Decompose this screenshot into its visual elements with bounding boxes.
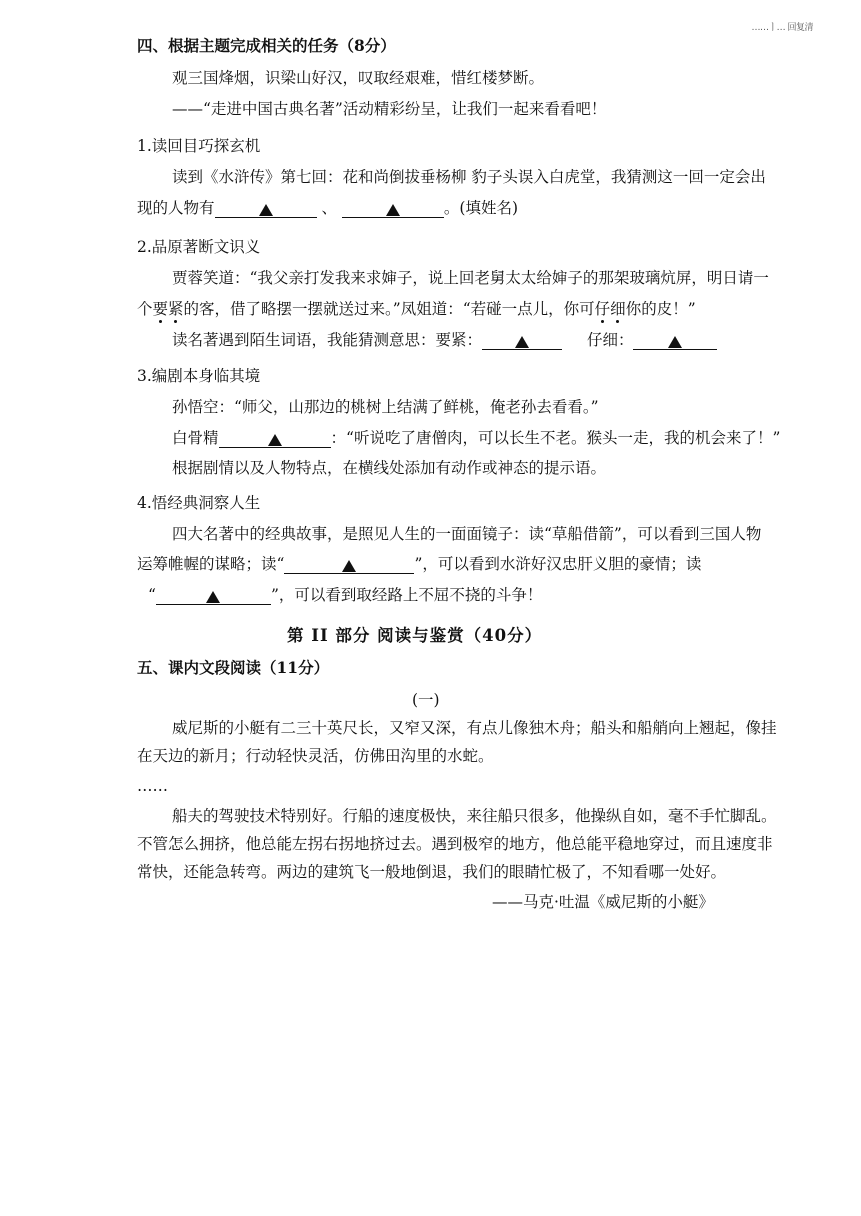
triangle-icon bbox=[259, 204, 273, 216]
triangle-icon bbox=[206, 591, 220, 603]
q4-s2-line3 bbox=[172, 330, 717, 350]
blank-character-1[interactable] bbox=[215, 199, 317, 218]
q4-s2-line2 bbox=[137, 299, 696, 319]
q4-s2-zixi-label: 仔细： bbox=[586, 331, 634, 349]
q5-p1-line2: 在天边的新月；行动轻快灵活，仿佛田沟里的水蛇。 bbox=[137, 747, 494, 765]
q5-ellipsis: …… bbox=[137, 777, 168, 795]
q5-source: ——马克·吐温《威尼斯的小艇》 bbox=[492, 893, 714, 911]
q5-p2-line1: 船夫的驾驶技术特别好。行船的速度极快，来往船只很多，他操纵自如，毫不手忙脚乱。 bbox=[172, 807, 777, 825]
q4-intro-sub: ——“走进中国古典名著”活动精彩纷呈，让我们一起来看看吧！ bbox=[172, 100, 607, 118]
q4-s4-line3 bbox=[148, 585, 542, 605]
triangle-icon bbox=[668, 336, 682, 348]
word-yaojin bbox=[153, 300, 184, 318]
q4-s3-line2-text: ：“听说吃了唐僧肉，可以长生不老。猴头一走，我的机会来了！” bbox=[330, 429, 781, 447]
emphasis-char: 细 bbox=[610, 300, 626, 318]
q5-p2-line2: 不管怎么拥挤，他总能左拐右拐地挤过去。遇到极窄的地方，他总能平稳地穿过，而且速度非 bbox=[137, 835, 773, 853]
q4-s3-line2 bbox=[172, 428, 780, 448]
q4-title: 四、根据主题完成相关的任务（8分） bbox=[137, 36, 396, 55]
q4-s1-title: 1.读回目巧探玄机 bbox=[137, 137, 261, 155]
q4-s2-title: 2.品原著断文识义 bbox=[137, 238, 261, 256]
word-zixi bbox=[595, 300, 626, 318]
triangle-icon bbox=[386, 204, 400, 216]
q4-s2-line1: 贾蓉笑道：“我父亲打发我来求婶子，说上回老舅太太给婶子的那架玻璃炕屏，明日请一 bbox=[172, 269, 769, 287]
q4-s3-speaker: 白骨精 bbox=[172, 429, 219, 447]
q4-s4-line2-text-b: ”，可以看到水浒好汉忠肝义胆的豪情；读 bbox=[414, 555, 702, 573]
q4-s2-text-c: 的客，借了略摆一摆就送过来。”凤姐道：“若碰一点儿，你可 bbox=[183, 300, 595, 318]
q4-s4-line1: 四大名著中的经典故事，是照见人生的一面面镜子：读“草船借箭”，可以看到三国人物 bbox=[172, 525, 762, 543]
blank-stage-direction[interactable] bbox=[219, 429, 331, 448]
corner-mark: ……ㅣ… 回复清 bbox=[751, 23, 813, 33]
q4-s1-line2 bbox=[137, 198, 518, 218]
q4-s2-line3-text: 读名著遇到陌生词语，我能猜测意思：要紧： bbox=[172, 331, 483, 349]
triangle-icon bbox=[342, 560, 356, 572]
q4-s3-title: 3.编剧本身临其境 bbox=[137, 367, 261, 385]
q4-intro: 观三国烽烟，识梁山好汉，叹取经艰难，惜红楼梦断。 bbox=[172, 69, 545, 87]
q4-s1-line2-end: 。(填姓名) bbox=[443, 199, 519, 217]
q4-s1-separator: 、 bbox=[321, 199, 337, 217]
part2-title: 第 II 部分 阅读与鉴赏（40分） bbox=[287, 626, 543, 645]
emphasis-char: 要 bbox=[152, 300, 169, 318]
q4-s4-line3-text: ”，可以看到取经路上不屈不挠的斗争！ bbox=[270, 586, 543, 604]
q4-s1-line2-text: 现的人物有 bbox=[137, 199, 215, 217]
q4-s2-text-e: 你的皮！” bbox=[625, 300, 696, 318]
blank-character-2[interactable] bbox=[342, 199, 444, 218]
emphasis-char: 仔 bbox=[594, 300, 611, 318]
blank-journey-west-story[interactable] bbox=[156, 586, 271, 605]
q4-s3-line1: 孙悟空：“师父，山那边的桃树上结满了鲜桃，俺老孙去看看。” bbox=[172, 398, 599, 416]
q4-s4-line2-text-a: 运筹帷幄的谋略；读“ bbox=[137, 555, 285, 573]
emphasis-char: 紧 bbox=[168, 300, 184, 318]
triangle-icon bbox=[515, 336, 529, 348]
q4-s4-title: 4.悟经典洞察人生 bbox=[137, 494, 261, 512]
q4-s4-line2 bbox=[137, 554, 701, 574]
q4-s4-open-quote: “ bbox=[148, 586, 156, 604]
q4-s1-line1: 读到《水浒传》第七回：花和尚倒拔垂杨柳 豹子头误入白虎堂，我猜测这一回一定会出 bbox=[172, 168, 766, 186]
triangle-icon bbox=[268, 434, 282, 446]
q5-p2-line3: 常快，还能急转弯。两边的建筑飞一般地倒退，我们的眼睛忙极了，不知看哪一处好。 bbox=[137, 863, 727, 881]
q4-s3-line3: 根据剧情以及人物特点，在横线处添加有动作或神态的提示语。 bbox=[172, 459, 607, 477]
q5-subsection: (一) bbox=[412, 691, 440, 709]
blank-zixi-meaning[interactable] bbox=[633, 331, 717, 350]
blank-yaojin-meaning[interactable] bbox=[482, 331, 562, 350]
blank-water-margin-story[interactable] bbox=[284, 555, 414, 574]
q5-title: 五、课内文段阅读（11分） bbox=[137, 658, 330, 677]
q4-s2-text-a: 个 bbox=[137, 300, 153, 318]
q5-p1-line1: 威尼斯的小艇有二三十英尺长，又窄又深，有点儿像独木舟；船头和船艄向上翘起，像挂 bbox=[172, 719, 777, 737]
